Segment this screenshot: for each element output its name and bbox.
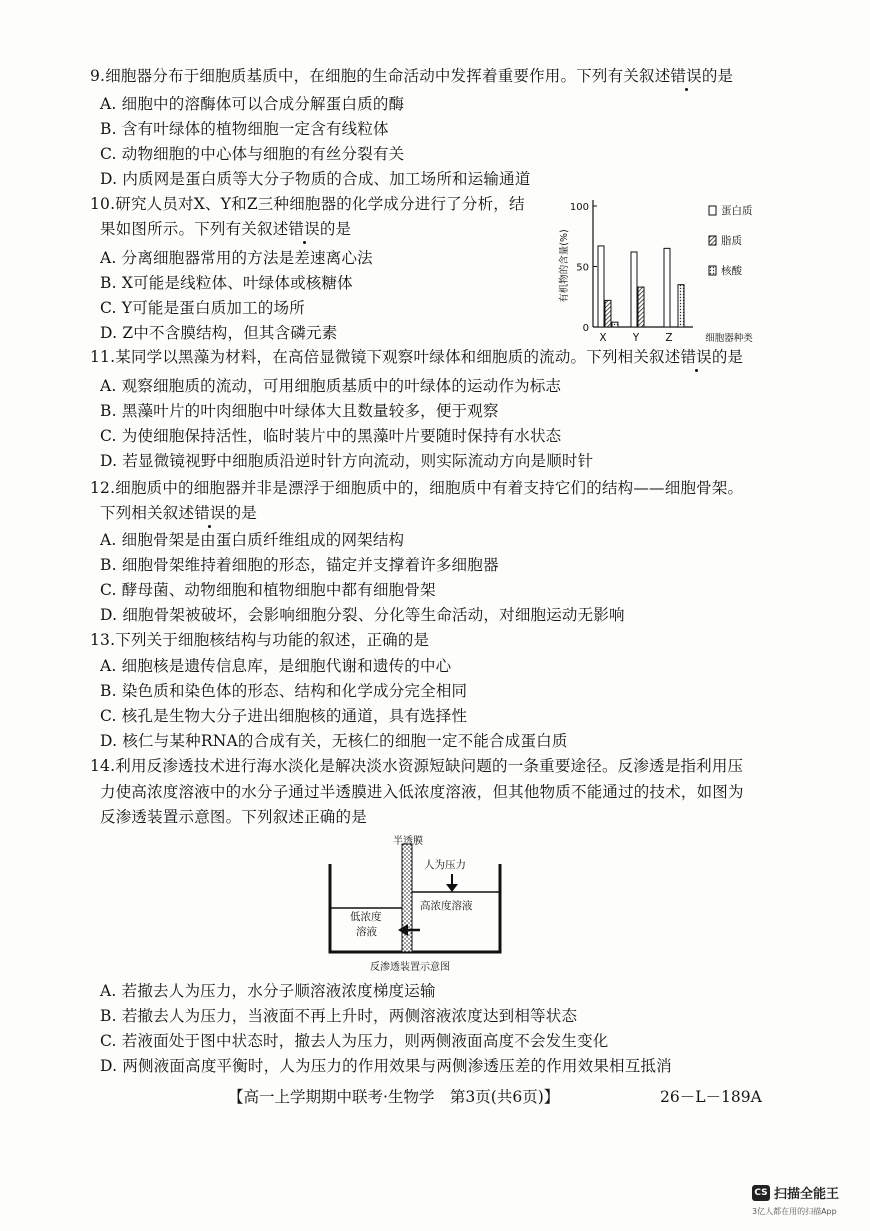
q10-option-d: D. Z中不含膜结构，但其含磷元素 xyxy=(100,324,338,342)
q11-option-b: B. 黑藻叶片的叶肉细胞中叶绿体大且数量较多，便于观察 xyxy=(100,402,499,420)
q10-stem-line2 xyxy=(100,219,351,239)
q10-stem-end: 的是 xyxy=(319,220,352,238)
q11-stem xyxy=(90,347,743,367)
q10-option-c: C. Y可能是蛋白质加工的场所 xyxy=(100,299,305,317)
legend-swatch-脂质 xyxy=(709,236,716,245)
y-axis-label: 有机物的含量(%) xyxy=(559,229,570,303)
exam-code: 26－L－189A xyxy=(660,1088,762,1106)
diagram-caption: 反渗透装置示意图 xyxy=(370,962,450,973)
legend-label: 蛋白质 xyxy=(721,205,753,217)
q9-emphasis: 错误 xyxy=(670,67,702,85)
q14-stem-line2: 力使高浓度溶液中的水分子通过半透膜进入低浓度溶液，但其他物质不能通过的技术，如图为 xyxy=(100,783,744,801)
membrane-label: 半透膜 xyxy=(393,836,423,847)
q14-option-b: B. 若撤去人为压力，当液面不再上升时，两侧溶液浓度达到相等状态 xyxy=(100,1007,578,1025)
pressure-label: 人为压力 xyxy=(424,859,466,871)
bar-脂质-X xyxy=(605,300,611,327)
q14-option-a: A. 若撤去人为压力，水分子顺溶液浓度梯度运输 xyxy=(100,982,436,1000)
q13-option-d: D. 核仁与某种RNA的合成有关，无核仁的细胞一定不能合成蛋白质 xyxy=(100,732,568,750)
legend-label: 脂质 xyxy=(721,235,742,247)
y-tick-label: 50 xyxy=(576,262,589,274)
page-footer: 【高一上学期期中联考·生物学 第3页(共6页)】 xyxy=(228,1088,560,1106)
q13-stem: 13.下列关于细胞核结构与功能的叙述，正确的是 xyxy=(90,631,430,649)
q9-option-c: C. 动物细胞的中心体与细胞的有丝分裂有关 xyxy=(100,145,405,163)
bar-蛋白质-X xyxy=(598,246,604,327)
high-concentration-label: 高浓度溶液 xyxy=(420,900,473,912)
bar-核酸-X xyxy=(612,322,618,327)
q14-option-c: C. 若液面处于图中状态时，撤去人为压力，则两侧液面高度不会发生变化 xyxy=(100,1032,609,1050)
q14-option-d: D. 两侧液面高度平衡时，人为压力的作用效果与两侧渗透压差的作用效果相互抵消 xyxy=(100,1057,672,1075)
q11-stem-text: 11.某同学以黑藻为材料，在高倍显微镜下观察叶绿体和细胞质的流动。下列相关叙述 xyxy=(90,348,681,366)
q13-option-a: A. 细胞核是遗传信息库，是细胞代谢和遗传的中心 xyxy=(100,657,452,675)
q9-option-b: B. 含有叶绿体的植物细胞一定含有线粒体 xyxy=(100,120,389,138)
organelle-composition-chart xyxy=(553,194,768,344)
q10-emphasis: 错误 xyxy=(288,220,320,238)
x-tick-label: Z xyxy=(665,332,673,344)
q12-stem-line2 xyxy=(100,503,257,523)
y-tick-label: 0 xyxy=(582,323,589,334)
q12-option-a: A. 细胞骨架是由蛋白质纤维组成的网架结构 xyxy=(100,531,405,549)
scanner-badge xyxy=(752,1183,839,1202)
x-tick-label: X xyxy=(599,332,607,344)
q11-stem-end: 的是 xyxy=(711,348,744,366)
x-tick-label: Y xyxy=(632,332,640,344)
q13-option-b: B. 染色质和染色体的形态、结构和化学成分完全相同 xyxy=(100,682,468,700)
q9-option-d: D. 内质网是蛋白质等大分子物质的合成、加工场所和运输通道 xyxy=(100,170,531,188)
q9-stem-text: 9.细胞器分布于细胞质基质中，在细胞的生命活动中发挥着重要作用。下列有关叙述 xyxy=(90,67,671,85)
scanner-tagline: 3亿人都在用的扫描App xyxy=(752,1207,837,1216)
q10-option-a: A. 分离细胞器常用的方法是差速离心法 xyxy=(100,249,373,267)
low-concentration-label-2: 溶液 xyxy=(356,926,377,938)
q10-stem-text: 果如图所示。下列有关叙述 xyxy=(100,220,289,238)
q10-stem-line1: 10.研究人员对X、Y和Z三种细胞器的化学成分进行了分析，结 xyxy=(90,195,525,213)
q11-option-d: D. 若显微镜视野中细胞质沿逆时针方向流动，则实际流动方向是顺时针 xyxy=(100,452,594,470)
low-concentration-label-1: 低浓度 xyxy=(350,911,382,923)
scanner-logo-icon: CS xyxy=(752,1185,770,1201)
q12-stem-text: 下列相关叙述 xyxy=(100,504,195,522)
legend-swatch-核酸 xyxy=(709,266,716,275)
q12-emphasis: 错误 xyxy=(194,504,226,522)
legend-swatch-蛋白质 xyxy=(709,206,716,215)
q9-stem xyxy=(90,66,733,86)
q14-stem-line1: 14.利用反渗透技术进行海水淡化是解决淡水资源短缺问题的一条重要途径。反渗透是指利用压 xyxy=(90,757,744,775)
bar-核酸-Z xyxy=(678,285,684,327)
semipermeable-membrane xyxy=(402,844,412,952)
q12-option-b: B. 细胞骨架维持着细胞的形态，锚定并支撑着许多细胞器 xyxy=(100,556,499,574)
q9-stem-end: 的是 xyxy=(701,67,734,85)
pressure-arrow-head xyxy=(446,884,458,892)
q11-option-a: A. 观察细胞质的流动，可用细胞质基质中的叶绿体的运动作为标志 xyxy=(100,377,562,395)
bar-脂质-Y xyxy=(638,287,644,327)
bar-蛋白质-Z xyxy=(664,248,670,327)
q11-option-c: C. 为使细胞保持活性，临时装片中的黑藻叶片要随时保持有水状态 xyxy=(100,427,562,445)
q10-option-b: B. X可能是线粒体、叶绿体或核糖体 xyxy=(100,274,353,292)
q13-option-c: C. 核孔是生物大分子进出细胞核的通道，具有选择性 xyxy=(100,707,468,725)
q14-stem-line3: 反渗透装置示意图。下列叙述正确的是 xyxy=(100,808,367,826)
q11-emphasis: 错误 xyxy=(680,348,712,366)
q9-option-a: A. 细胞中的溶酶体可以合成分解蛋白质的酶 xyxy=(100,95,405,113)
q12-stem-end: 的是 xyxy=(225,504,258,522)
q12-option-c: C. 酵母菌、动物细胞和植物细胞中都有细胞骨架 xyxy=(100,581,436,599)
legend-label: 核酸 xyxy=(721,265,742,277)
q12-option-d: D. 细胞骨架被破坏，会影响细胞分裂、分化等生命活动，对细胞运动无影响 xyxy=(100,606,625,624)
reverse-osmosis-diagram xyxy=(320,830,510,980)
y-tick-label: 100 xyxy=(569,202,589,213)
q12-stem-line1: 12.细胞质中的细胞器并非是漂浮于细胞质中的，细胞质中有着支持它们的结构——细胞骨架。 xyxy=(90,479,744,497)
bar-蛋白质-Y xyxy=(631,252,637,327)
x-axis-label: 细胞器种类 xyxy=(705,333,753,344)
scanner-app-name: 扫描全能王 xyxy=(774,1187,840,1202)
